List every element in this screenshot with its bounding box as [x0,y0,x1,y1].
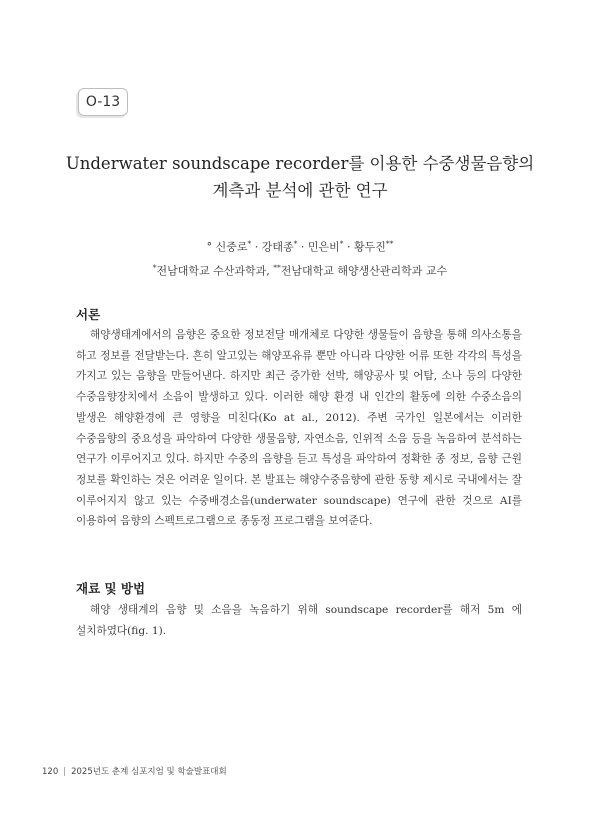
paper-title [60,150,540,204]
author-affil-mark: ** [385,239,394,248]
footer-separator: | [63,767,67,777]
event-name: 2025년도 춘계 심포지엄 및 학술발표대회 [71,767,227,777]
intro-heading: 서론 [76,307,101,322]
intro-paragraph: 해양생태계에서의 음향은 중요한 정보전달 매개체로 다양한 생물들이 음향을 통해 의사소통을 하고 정보를 전달받는다. 흔히 알고있는 해양포유류 뿐만 아니라 다양한 어류 또한 각각의 특성을 가지고 있는 음향을 만들어낸다. 하지만 최근 증가한 선박, 해양공사 및 어탐, 소나 등의 다양한 수중음향장치에서 소음이 발생하고 있다. 이러한 해양 환경 내 인간의 활동에 의한 수중소음의 발생은 해양환경에 큰 영향을 미친다(Ko at al., 2012). 주변 국가인 일본에서는 이러한 수중음향의 중요성을 파악하여 다양한 생물음향, 자연소음, 인위적 소음 등을 녹음하여 분석하는 연구가 이루어지고 있다. 하지만 수중의 음향을 듣고 특성을 파악하여 정확한 종 정보, 음향 근원 정보를 확인하는 것은 어려운 일이다. 본 발표는 해양수중음향에 관한 동향 제시로 국내에서는 잘 이루어지지 않고 있는 수중배경소음(underwater soundscape) 연구에 관한 것으로 AI를 이용하여 음향의 스펙트로그램으로 종동정 프로그램을 보여준다. [76,329,522,528]
page-footer [42,765,227,777]
methods-paragraph: 해양 생태계의 음향 및 소음을 녹음하기 위해 soundscape recorder를 해저 5m 에 설치하였다(fig. 1). [76,604,522,637]
author-affil-mark: * [339,239,344,248]
author-affil-mark: * [293,239,298,248]
affiliation-list [60,258,540,282]
author-separator: · [251,240,262,254]
author-block [60,234,540,281]
session-code-badge: O-13 [78,88,128,116]
author-affil-mark: * [247,239,252,248]
title-line-1: Underwater soundscape recorder를 이용한 수중생물음향의 [65,154,535,173]
title-line-2: 계측과 분석에 관한 연구 [212,181,388,200]
author-name: 강태종 [261,240,294,254]
affiliation: 전남대학교 해양생산관리학과 교수 [280,264,448,278]
affil-mark: * [152,262,157,272]
author-separator: · [343,240,355,254]
author-separator: · [297,240,308,254]
author-name: 황두진 [354,240,386,254]
presenter-mark: ° [206,240,213,254]
author-name: 민은비 [307,240,340,254]
author-list [60,234,540,258]
author-name: 신중로 [215,240,248,254]
affil-mark: ** [273,262,281,272]
methods-heading: 재료 및 방법 [76,581,146,596]
page-number: 120 [42,767,59,777]
affiliation: 전남대학교 수산과학과, [156,264,274,278]
